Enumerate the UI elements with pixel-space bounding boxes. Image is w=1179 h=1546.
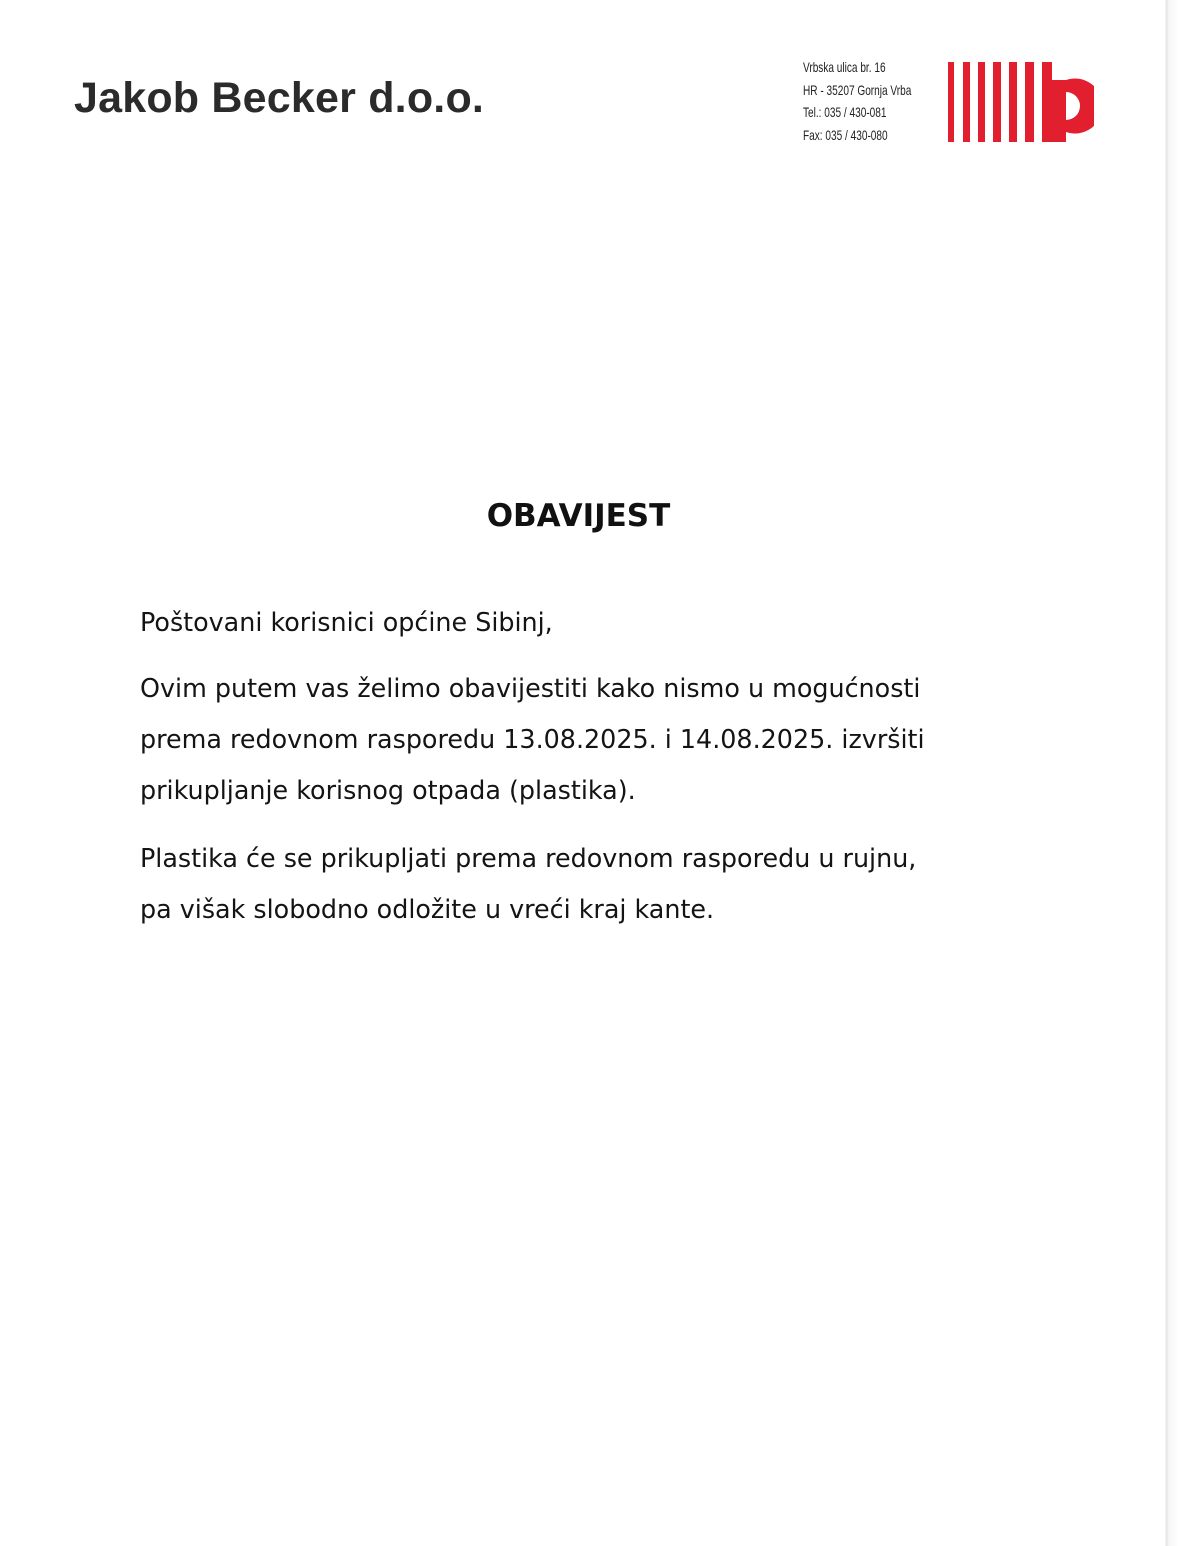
notice-title: OBAVIJEST [486, 498, 671, 534]
notice-paragraph-2 [140, 833, 1040, 935]
address-street: Vrbska ulica br. 16 [803, 59, 886, 75]
address-phone: Tel.: 035 / 430-081 [803, 104, 887, 120]
page-edge-shadow [1165, 0, 1179, 1546]
jakob-becker-logo-icon [948, 58, 1094, 144]
address-city: HR - 35207 Gornja Vrba [803, 81, 912, 98]
company-address-block [803, 56, 911, 146]
paragraph-line: pa višak slobodno odložite u vreći kraj kante. [140, 894, 715, 924]
paragraph-line: prikupljanje korisnog otpada (plastika). [140, 775, 636, 805]
paragraph-line: Plastika će se prikupljati prema redovnom rasporedu u rujnu, [140, 843, 917, 873]
paragraph-line: Ovim putem vas želimo obavijestiti kako nismo u mogućnosti [140, 673, 921, 703]
paragraph-line: prema redovnom rasporedu 13.08.2025. i 14.08.2025. izvršiti [140, 724, 925, 754]
notice-paragraph-1 [140, 663, 1040, 816]
notice-greeting: Poštovani korisnici općine Sibinj, [140, 607, 553, 637]
address-fax: Fax: 035 / 430-080 [803, 126, 888, 143]
company-name: Jakob Becker d.o.o. [74, 74, 485, 122]
